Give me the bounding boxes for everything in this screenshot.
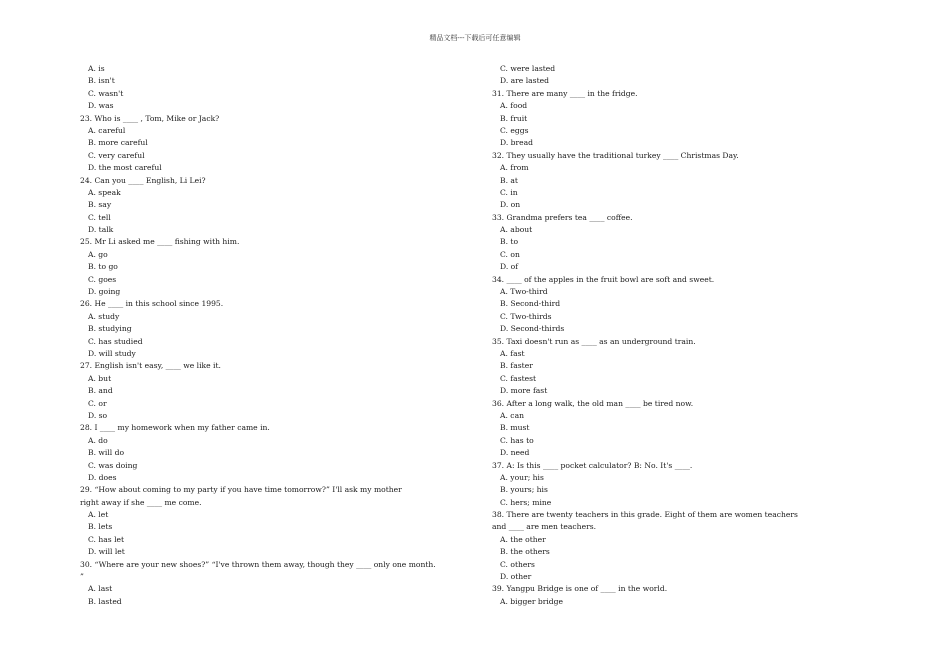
option-line: B. isn't <box>88 76 115 86</box>
option-line: D. other <box>500 572 532 582</box>
option-line: D. going <box>88 287 121 297</box>
option-line: B. faster <box>500 361 533 371</box>
option-line: D. will study <box>88 348 136 358</box>
option-line: D. the most careful <box>88 163 162 173</box>
option-line: A. last <box>88 584 113 594</box>
option-line: A. study <box>88 311 120 321</box>
option-line: D. bread <box>500 138 534 148</box>
option-line: D. will let <box>88 547 125 557</box>
option-line: D. Second-thirds <box>500 324 565 334</box>
option-line: A. food <box>500 101 528 111</box>
question-line: 29. “How about coming to my party if you have time tomorrow?” I'll ask my mother <box>80 485 402 495</box>
option-line: B. lets <box>88 522 113 532</box>
question-line: 31. There are many ____ in the fridge. <box>492 88 638 98</box>
question-line: 23. Who is ____ , Tom, Mike or Jack? <box>80 113 220 123</box>
option-line: C. or <box>88 398 107 408</box>
question-line: 27. English isn't easy, ____ we like it. <box>80 361 221 371</box>
option-line: B. and <box>88 386 113 396</box>
right-column <box>492 63 892 608</box>
option-line: D. are lasted <box>500 76 549 86</box>
option-line: C. fastest <box>500 373 537 383</box>
question-line: 35. Taxi doesn't run as ____ as an underground train. <box>492 336 696 346</box>
option-line: B. the others <box>500 547 550 557</box>
option-line: C. goes <box>88 274 117 284</box>
option-line: B. say <box>88 200 112 210</box>
option-line: B. to go <box>88 262 118 272</box>
question-line: 28. I ____ my homework when my father came in. <box>80 423 270 433</box>
option-line: D. on <box>500 200 521 210</box>
option-line: C. others <box>500 559 535 569</box>
continuation-line: and ____ are men teachers. <box>492 522 597 532</box>
option-line: B. more careful <box>88 138 148 148</box>
option-line: A. can <box>500 410 524 420</box>
option-line: C. were lasted <box>500 64 556 73</box>
option-line: A. let <box>88 510 109 520</box>
option-line: A. fast <box>500 348 525 358</box>
option-line: A. Two-third <box>500 287 548 297</box>
question-line: 25. Mr Li asked me ____ fishing with him. <box>80 237 240 247</box>
question-line: 26. He ____ in this school since 1995. <box>80 299 224 309</box>
question-line: 36. After a long walk, the old man ____ be tired now. <box>492 398 694 408</box>
option-line: A. bigger bridge <box>500 596 563 606</box>
option-line: A. your; his <box>500 472 544 482</box>
option-line: C. was doing <box>88 460 138 470</box>
option-line: C. very careful <box>88 150 145 160</box>
option-line: B. to <box>500 237 519 247</box>
option-line: A. do <box>88 435 108 445</box>
page-header: 精品文档---下载后可任意编辑 <box>429 34 521 42</box>
question-line: 34. ____ of the apples in the fruit bowl are soft and sweet. <box>492 274 715 284</box>
option-line: C. Two-thirds <box>500 311 552 321</box>
left-column <box>80 63 480 608</box>
option-line: B. studying <box>88 324 132 334</box>
option-line: C. in <box>500 187 518 197</box>
option-line: B. fruit <box>500 113 528 123</box>
option-line: C. has studied <box>88 336 143 346</box>
option-line: C. has to <box>500 435 534 445</box>
question-line: 32. They usually have the traditional turkey ____ Christmas Day. <box>492 150 739 160</box>
question-line: 38. There are twenty teachers in this grade. Eight of them are women teachers <box>492 510 798 520</box>
option-line: A. but <box>88 373 112 383</box>
continuation-line: ” <box>80 572 84 582</box>
option-line: A. about <box>500 225 533 235</box>
option-line: A. the other <box>500 534 546 544</box>
option-line: B. will do <box>88 448 125 458</box>
option-line: B. must <box>500 423 530 433</box>
option-line: A. from <box>500 163 529 173</box>
option-line: B. yours; his <box>500 485 548 495</box>
option-line: C. has let <box>88 534 125 544</box>
option-line: A. careful <box>88 125 126 135</box>
question-line: 39. Yangpu Bridge is one of ____ in the world. <box>492 584 668 594</box>
option-line: C. on <box>500 249 520 259</box>
option-line: C. eggs <box>500 125 529 135</box>
question-line: 30. “Where are your new shoes?” “I've thrown them away, though they ____ only one month. <box>80 559 436 569</box>
option-line: D. does <box>88 472 117 482</box>
option-line: B. Second-third <box>500 299 561 309</box>
option-line: A. speak <box>88 187 121 197</box>
option-line: A. is <box>88 64 105 73</box>
option-line: C. wasn't <box>88 88 124 98</box>
option-line: D. talk <box>88 225 114 235</box>
option-line: D. of <box>500 262 519 272</box>
continuation-line: right away if she ____ me come. <box>80 497 202 507</box>
option-line: D. was <box>88 101 114 111</box>
question-line: 33. Grandma prefers tea ____ coffee. <box>492 212 633 222</box>
option-line: C. hers; mine <box>500 497 552 507</box>
question-line: 24. Can you ____ English, Li Lei? <box>80 175 206 185</box>
option-line: A. go <box>88 249 108 259</box>
option-line: C. tell <box>88 212 111 222</box>
option-line: D. more fast <box>500 386 548 396</box>
question-line: 37. A: Is this ____ pocket calculator? B: No. It's ____. <box>492 460 693 470</box>
option-line: D. so <box>88 410 108 420</box>
option-line: D. need <box>500 448 530 458</box>
option-line: B. lasted <box>88 596 122 606</box>
option-line: B. at <box>500 175 518 185</box>
